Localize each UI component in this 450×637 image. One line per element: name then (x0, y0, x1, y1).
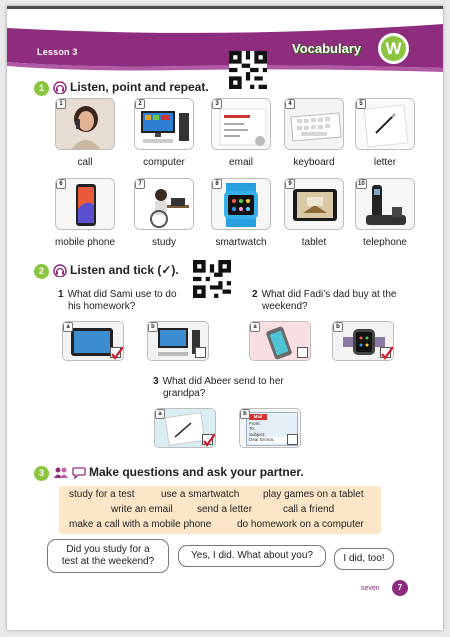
tick-box[interactable] (195, 347, 206, 358)
exercise-number-3: 3 (34, 466, 49, 481)
card-number: 9 (285, 179, 295, 189)
vocab-card-email[interactable] (211, 98, 271, 150)
card-number: 7 (135, 179, 145, 189)
option-letter: b (240, 409, 250, 419)
option-email[interactable] (239, 408, 301, 448)
option-computer[interactable] (147, 321, 209, 361)
exercise-2-title: Listen and tick (✓). (70, 263, 179, 277)
question-2 (252, 289, 432, 313)
phrase-item: study for a test (69, 489, 135, 500)
card-number: 10 (358, 181, 365, 187)
exercise-3-heading (53, 465, 304, 479)
question-text: grandpa? (163, 388, 206, 399)
exercise-2-heading (53, 263, 179, 277)
option-letter-paper[interactable] (154, 408, 216, 448)
vocab-label-study: study (152, 237, 176, 248)
option-letter: b (148, 322, 158, 332)
speech-bubble-reply: I did, too! (334, 548, 394, 570)
section-title: Vocabulary (292, 41, 362, 56)
headphones-icon (53, 81, 67, 94)
vocab-card-call[interactable] (55, 98, 115, 150)
question-text: his homework? (68, 301, 136, 312)
pair-people-icon (53, 466, 69, 479)
exercise-1-title: Listen, point and repeat. (70, 80, 209, 94)
question-number: 1 (58, 289, 64, 300)
question-1 (58, 289, 238, 313)
tick-box[interactable] (110, 347, 121, 358)
option-letter: a (63, 322, 73, 332)
option-letter: a (250, 322, 260, 332)
option-tablet[interactable] (62, 321, 124, 361)
page-number: 7 (392, 580, 408, 596)
speech-bubble-question (47, 539, 169, 573)
card-number: 6 (56, 179, 66, 189)
vocab-card-tablet[interactable] (284, 178, 344, 230)
phrase-item: use a smartwatch (161, 489, 240, 500)
tick-box[interactable] (297, 347, 308, 358)
bubble-text: Did you study for a (66, 544, 150, 555)
phrase-item: make a call with a mobile phone (69, 519, 212, 530)
tick-icon (110, 346, 124, 360)
exercise-3-title: Make questions and ask your partner. (89, 465, 304, 479)
vocab-card-letter[interactable] (355, 98, 415, 150)
phrase-item: do homework on a computer (237, 519, 364, 530)
email-greeting: Dear Emma, (249, 437, 295, 443)
question-text: What did Sami use to do (67, 289, 177, 300)
question-text: weekend? (262, 301, 308, 312)
email-header: Mail (249, 414, 267, 420)
vocab-label-mobile-phone: mobile phone (54, 237, 116, 248)
question-number: 2 (252, 289, 258, 300)
vocab-card-mobile-phone[interactable] (55, 178, 115, 230)
header-banner (7, 6, 443, 76)
phrase-item: write an email (111, 504, 173, 515)
tick-box[interactable] (380, 347, 391, 358)
vocab-card-smartwatch[interactable] (211, 178, 271, 230)
tick-icon (380, 346, 394, 360)
option-mobile-phone[interactable] (249, 321, 311, 361)
vocab-card-keyboard[interactable] (284, 98, 344, 150)
question-3 (153, 376, 333, 400)
vocab-label-email: email (229, 157, 253, 168)
card-number: 1 (56, 99, 66, 109)
tick-box[interactable] (202, 434, 213, 445)
textbook-page (7, 6, 443, 630)
vocab-label-letter: letter (373, 157, 397, 168)
bubble-text: test at the weekend? (61, 556, 155, 567)
exercise-1-heading (53, 80, 209, 94)
card-number: 8 (212, 179, 222, 189)
vocab-label-telephone: telephone (363, 237, 407, 248)
option-letter: a (155, 409, 165, 419)
email-to: To: (249, 426, 256, 431)
phrase-item: send a letter (197, 504, 253, 515)
question-text: What did Abeer send to her (162, 376, 284, 387)
option-smartwatch[interactable] (332, 321, 394, 361)
card-number: 5 (356, 99, 366, 109)
option-letter: b (333, 322, 343, 332)
vocab-label-keyboard: keyboard (293, 157, 335, 168)
email-from: From: (249, 420, 261, 426)
vocab-card-study[interactable] (134, 178, 194, 230)
email-subject: Subject: (249, 431, 266, 437)
phrase-item: call a friend (283, 504, 335, 515)
card-number: 3 (212, 99, 222, 109)
exercise-number-2: 2 (34, 264, 49, 279)
card-number: 2 (135, 99, 145, 109)
vocab-card-telephone[interactable] (355, 178, 415, 230)
vocab-label-computer: computer (143, 157, 185, 168)
top-rule (7, 6, 443, 9)
qr-code-icon[interactable] (229, 51, 267, 89)
headphones-icon (53, 264, 67, 277)
card-number: 4 (285, 99, 295, 109)
exercise-number-1: 1 (34, 81, 49, 96)
phrase-item: play games on a tablet (263, 489, 364, 500)
question-number: 3 (153, 376, 159, 387)
vocab-label-call: call (77, 157, 93, 168)
speech-bubble-icon (72, 466, 86, 479)
question-text: What did Fadi’s dad buy at the (261, 289, 397, 300)
tick-box[interactable] (287, 434, 298, 445)
vocab-label-tablet: tablet (301, 237, 327, 248)
speech-bubble-answer: Yes, I did. What about you? (178, 545, 326, 567)
tick-icon (202, 433, 216, 447)
vocab-label-smartwatch: smartwatch (215, 237, 267, 248)
vocabulary-badge: W (378, 33, 409, 64)
page-word: seven (361, 585, 380, 592)
lesson-label: Lesson 3 (37, 47, 78, 57)
vocab-card-computer[interactable] (134, 98, 194, 150)
phrase-box (59, 486, 381, 534)
